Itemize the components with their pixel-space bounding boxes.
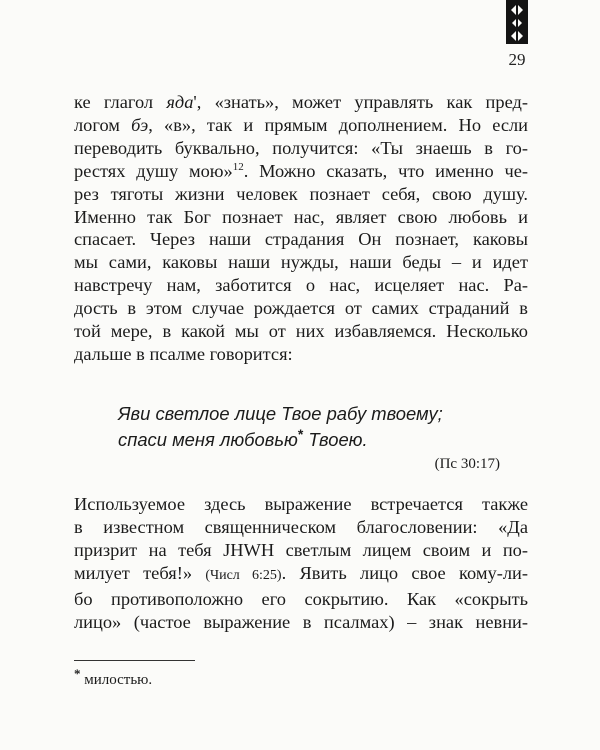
- text-line: ке глагол яда', «знать», может управлять как пред-: [74, 92, 528, 112]
- footnote: * милостью.: [74, 666, 153, 688]
- text-line: дальше в псалме говорится:: [74, 343, 293, 364]
- text-line: в известном священническом благословении: «Да: [74, 516, 528, 537]
- text-line: логом бэ, «в», так и прямым дополнением. Но если: [74, 114, 528, 135]
- psalm-quote: [118, 401, 498, 453]
- text-line: той мере, в какой мы от них избавляемся. Несколько: [74, 321, 528, 342]
- page-number: 29: [508, 50, 526, 69]
- text-line: переводить буквально, получится: «Ты знаешь в го-: [74, 137, 528, 158]
- quote-line: спаси меня любовью* Твоею.: [118, 425, 368, 450]
- text-line: бо противоположно его сокрытию. Как «сокрыть: [74, 588, 528, 609]
- text-line: Используемое здесь выражение встречается также: [74, 494, 528, 514]
- text-line: дость в этом случае рождается от самих страданий в: [74, 298, 528, 319]
- text-line: рез тяготы жизни человек познает себя, свою душу.: [74, 183, 528, 204]
- text-line: Именно так Бог познает нас, являет свою любовь и: [74, 206, 528, 227]
- text-line: призрит на тебя JHWH светлым лицем своим и по-: [74, 539, 528, 560]
- footnote-divider: [74, 660, 195, 661]
- footnote-marker: *: [297, 425, 304, 442]
- paragraph-2: [74, 493, 528, 633]
- quote-citation: (Пс 30:17): [434, 456, 500, 472]
- text-line: милует тебя!» (Числ 6:25). Явить лицо свое кому-ли-: [74, 562, 528, 583]
- footnote-reference: 12: [232, 160, 244, 173]
- quote-line: Яви светлое лице Твое рабу твоему;: [118, 403, 443, 424]
- text-line: мы сами, каковы наши нужды, наши беды – и идет: [74, 252, 528, 273]
- footnote-marker: *: [74, 666, 81, 681]
- text-line: лицо» (частое выражение в псалмах) – знак невни-: [74, 611, 528, 632]
- paragraph-1: [74, 91, 528, 366]
- text-line: спасает. Через наши страдания Он познает, каковы: [74, 229, 528, 250]
- text-line: навстречу нам, заботится о нас, исцеляет нас. Ра-: [74, 275, 528, 296]
- ornament-icon: [506, 0, 528, 44]
- text-line: рестях душу мою»$^{12}$. Можно сказать, что именно че-: [74, 160, 528, 181]
